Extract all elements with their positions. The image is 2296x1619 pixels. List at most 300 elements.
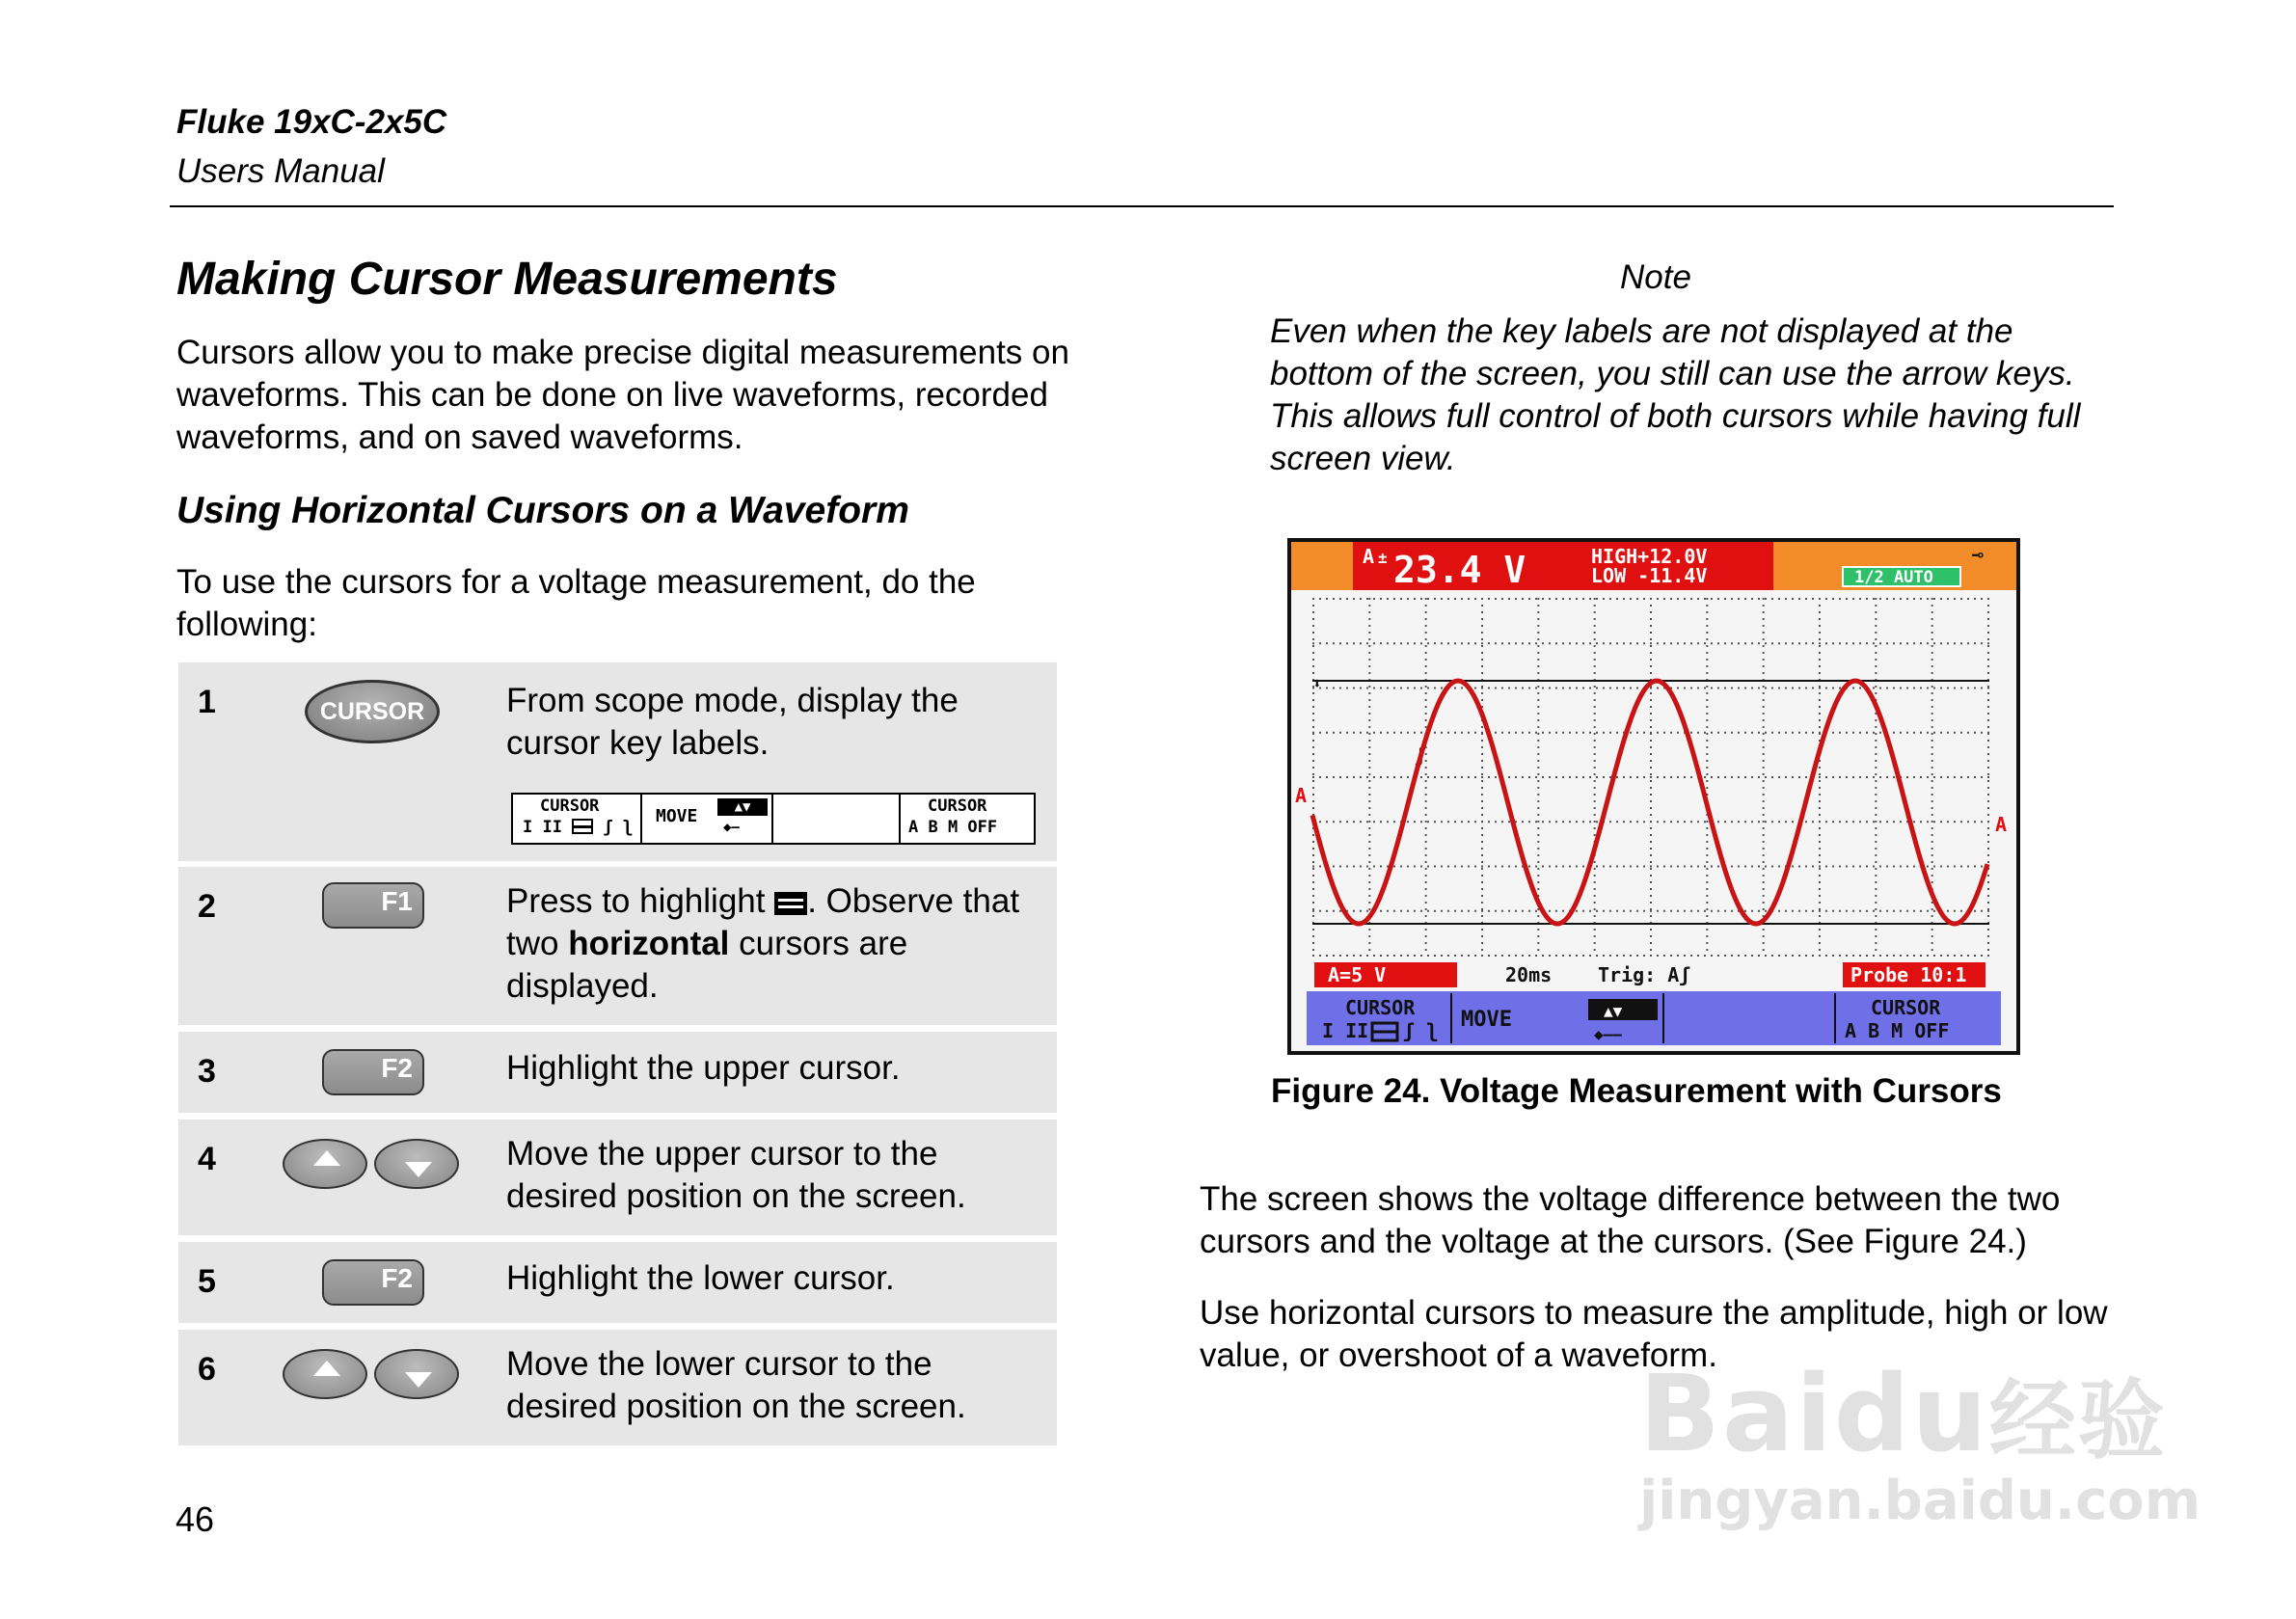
grid-dot (1974, 732, 1976, 734)
grid-dot (1594, 645, 1596, 647)
grid-dot (1744, 598, 1746, 600)
grid-dot (1805, 821, 1807, 823)
grid-dot (1576, 688, 1578, 689)
grid-dot (1819, 732, 1821, 734)
power-plug-icon: ⊸ (1972, 543, 1985, 566)
grid-dot (1670, 598, 1672, 600)
grid-dot (1326, 598, 1328, 600)
grid-dot (1508, 688, 1510, 689)
grid-dot (1684, 955, 1686, 957)
grid-dot (1650, 861, 1652, 863)
grid-dot (1987, 787, 1989, 789)
grid-dot (1663, 732, 1665, 734)
grid-dot (1987, 632, 1989, 634)
grid-dot (1636, 955, 1638, 957)
grid-dot (1425, 625, 1427, 627)
document-title: Fluke 19xC-2x5C (176, 103, 447, 141)
grid-dot (1468, 910, 1470, 912)
grid-dot (1724, 776, 1726, 778)
grid-dot (1555, 866, 1557, 868)
grid-dot (1636, 776, 1638, 778)
grid-dot (1594, 861, 1596, 863)
grid-dot (1875, 638, 1877, 640)
grid-dot (1974, 866, 1976, 868)
grid-dot (1366, 598, 1368, 600)
grid-dot (1582, 732, 1584, 734)
grid-dot (1987, 688, 1989, 689)
grid-dot (1819, 787, 1821, 789)
grid-dot (1425, 895, 1427, 897)
grid-dot (1927, 642, 1929, 644)
grid-dot (1387, 598, 1389, 600)
grid-dot (1400, 955, 1402, 957)
grid-dot (1643, 866, 1645, 868)
grid-dot (1873, 776, 1875, 778)
grid-dot (1474, 955, 1476, 957)
grid-dot (1706, 645, 1708, 647)
grid-dot (1360, 688, 1362, 689)
grid-dot (1819, 688, 1821, 689)
grid-dot (1393, 688, 1395, 689)
grid-dot (1481, 611, 1483, 613)
grid-dot (1603, 910, 1605, 912)
grid-dot (1594, 908, 1596, 910)
grid-dot (1933, 776, 1935, 778)
grid-dot (1555, 598, 1557, 600)
grid-dot (1825, 776, 1827, 778)
grid-dot (1537, 611, 1539, 613)
body-paragraph-2: Use horizontal cursors to measure the amplitude, high or low value, or overshoot of a waveform. (1200, 1294, 2108, 1374)
grid-dot (1594, 875, 1596, 877)
grid-dot (1819, 902, 1821, 904)
grid-dot (1594, 821, 1596, 823)
grid-dot (1508, 598, 1510, 600)
grid-dot (1987, 645, 1989, 647)
grid-dot (1893, 688, 1895, 689)
grid-dot (1508, 732, 1510, 734)
grid-dot (1987, 753, 1989, 755)
grid-dot (1576, 910, 1578, 912)
grid-dot (1805, 955, 1807, 957)
grid-dot (1987, 915, 1989, 917)
grid-dot (1528, 955, 1530, 957)
grid-dot (1616, 688, 1618, 689)
grid-dot (1690, 821, 1692, 823)
grid-dot (1368, 794, 1370, 796)
grid-dot (1468, 955, 1470, 957)
grid-dot (1927, 955, 1929, 957)
grid-dot (1488, 955, 1490, 957)
step-number: 2 (198, 888, 216, 925)
cursor-handle-icon: ⬍ (1312, 674, 1322, 692)
grid-dot (1495, 776, 1497, 778)
trigger-marker-icon: ʃ (1415, 743, 1427, 767)
grid-dot (1875, 895, 1877, 897)
step-text-a: Press to highlight (506, 882, 766, 920)
grid-dot (1785, 642, 1787, 644)
grid-dot (1360, 866, 1362, 868)
grid-dot (1594, 618, 1596, 620)
grid-dot (1528, 910, 1530, 912)
grid-dot (1481, 915, 1483, 917)
grid-dot (1711, 910, 1713, 912)
grid-dot (1717, 776, 1719, 778)
grid-dot (1697, 910, 1699, 912)
grid-dot (1738, 955, 1740, 957)
grid-dot (1454, 821, 1456, 823)
grid-dot (1368, 834, 1370, 836)
grid-dot (1819, 726, 1821, 728)
grid-dot (1537, 841, 1539, 843)
grid-dot (1368, 719, 1370, 721)
grid-dot (1481, 949, 1483, 951)
grid-dot (1987, 706, 1989, 708)
note-heading: Note (1620, 258, 1691, 296)
grid-dot (1368, 800, 1370, 802)
grid-dot (1751, 732, 1753, 734)
grid-dot (1537, 652, 1539, 654)
grid-dot (1987, 955, 1989, 957)
grid-dot (1771, 866, 1773, 868)
grid-dot (1859, 955, 1861, 957)
grid-dot (1650, 753, 1652, 755)
grid-dot (1373, 598, 1375, 600)
grid-dot (1832, 866, 1834, 868)
grid-dot (1549, 776, 1551, 778)
grid-dot (1812, 642, 1814, 644)
grid-dot (1576, 642, 1578, 644)
grid-dot (1711, 776, 1713, 778)
grid-dot (1974, 955, 1976, 957)
grid-dot (1481, 888, 1483, 890)
grid-dot (1931, 800, 1933, 802)
grid-dot (1481, 632, 1483, 634)
grid-dot (1368, 713, 1370, 715)
grid-dot (1537, 713, 1539, 715)
grid-dot (1650, 866, 1652, 868)
mode-label: 1/2 AUTO (1854, 568, 1933, 587)
grid-dot (1906, 776, 1908, 778)
grid-dot (1319, 732, 1321, 734)
grid-dot (1474, 776, 1476, 778)
grid-dot (1495, 866, 1497, 868)
grid-dot (1481, 908, 1483, 910)
grid-dot (1333, 776, 1335, 778)
grid-dot (1960, 642, 1962, 644)
grid-dot (1368, 895, 1370, 897)
grid-dot (1913, 866, 1915, 868)
step-number: 6 (198, 1351, 216, 1388)
grid-dot (1594, 740, 1596, 742)
grid-dot (1528, 688, 1530, 689)
grid-dot (1594, 827, 1596, 829)
grid-dot (1987, 895, 1989, 897)
grid-dot (1594, 652, 1596, 654)
grid-dot (1425, 875, 1427, 877)
grid-dot (1537, 800, 1539, 802)
grid-dot (1875, 949, 1877, 951)
grid-dot (1380, 642, 1382, 644)
grid-dot (1906, 955, 1908, 957)
grid-dot (1650, 827, 1652, 829)
grid-dot (1738, 866, 1740, 868)
grid-dot (1690, 776, 1692, 778)
grid-dot (1738, 732, 1740, 734)
grid-dot (1368, 935, 1370, 937)
grid-dot (1875, 800, 1877, 802)
grid-dot (1866, 598, 1868, 600)
grid-dot (1697, 688, 1699, 689)
grid-dot (1798, 955, 1800, 957)
grid-dot (1706, 935, 1708, 937)
grid-dot (1582, 688, 1584, 689)
grid-dot (1758, 910, 1760, 912)
grid-dot (1380, 866, 1382, 868)
grid-dot (1763, 746, 1765, 748)
grid-dot (1474, 866, 1476, 868)
grid-dot (1368, 740, 1370, 742)
grid-dot (1987, 719, 1989, 721)
grid-dot (1906, 910, 1908, 912)
grid-dot (1987, 929, 1989, 931)
grid-dot (1763, 638, 1765, 640)
grid-dot (1650, 787, 1652, 789)
grid-dot (1819, 672, 1821, 674)
grid-dot (1650, 794, 1652, 796)
grid-dot (1609, 955, 1611, 957)
grid-dot (1594, 935, 1596, 937)
grid-dot (1594, 834, 1596, 836)
grid-dot (1515, 776, 1517, 778)
grid-dot (1650, 659, 1652, 661)
grid-dot (1706, 713, 1708, 715)
keybar-right-label: CURSOR (928, 796, 987, 816)
grid-dot (1481, 861, 1483, 863)
grid-dot (1832, 688, 1834, 689)
grid-dot (1501, 642, 1503, 644)
grid-dot (1875, 821, 1877, 823)
grid-dot (1434, 642, 1436, 644)
grid-dot (1360, 821, 1362, 823)
grid-dot (1859, 866, 1861, 868)
grid-dot (1425, 787, 1427, 789)
grid-dot (1684, 642, 1686, 644)
grid-dot (1875, 625, 1877, 627)
grid-dot (1582, 821, 1584, 823)
grid-dot (1933, 955, 1935, 957)
grid-dot (1537, 692, 1539, 694)
grid-dot (1650, 814, 1652, 816)
grid-dot (1650, 780, 1652, 782)
grid-dot (1875, 686, 1877, 688)
grid-dot (1987, 875, 1989, 877)
grid-dot (1454, 955, 1456, 957)
grid-dot (1368, 598, 1370, 600)
reading-channel: A (1363, 545, 1375, 568)
grid-dot (1535, 776, 1537, 778)
grid-dot (1771, 642, 1773, 644)
grid-dot (1987, 827, 1989, 829)
grid-dot (1481, 688, 1483, 689)
grid-dot (1368, 726, 1370, 728)
grid-dot (1846, 642, 1848, 644)
grid-dot (1623, 821, 1625, 823)
grid-dot (1414, 688, 1416, 689)
grid-dot (1893, 642, 1895, 644)
grid-dot (1960, 866, 1962, 868)
grid-dot (1594, 672, 1596, 674)
grid-dot (1875, 787, 1877, 789)
grid-dot (1312, 841, 1314, 843)
grid-dot (1425, 713, 1427, 715)
grid-dot (1706, 942, 1708, 944)
grid-dot (1326, 732, 1328, 734)
grid-dot (1931, 605, 1933, 607)
grid-dot (1481, 841, 1483, 843)
grid-dot (1954, 598, 1956, 600)
grid-dot (1420, 955, 1422, 957)
grid-dot (1763, 706, 1765, 708)
grid-dot (1594, 665, 1596, 667)
grid-dot (1353, 642, 1355, 644)
grid-dot (1875, 611, 1877, 613)
grid-dot (1987, 780, 1989, 782)
grid-dot (1425, 780, 1427, 782)
grid-dot (1819, 776, 1821, 778)
grid-dot (1731, 688, 1733, 689)
grid-dot (1312, 760, 1314, 762)
grid-dot (1875, 719, 1877, 721)
grid-dot (1650, 645, 1652, 647)
grid-dot (1549, 642, 1551, 644)
grid-dot (1852, 910, 1854, 912)
grid-dot (1778, 642, 1780, 644)
grid-dot (1832, 821, 1834, 823)
grid-dot (1594, 760, 1596, 762)
grid-dot (1537, 605, 1539, 607)
grid-dot (1522, 821, 1524, 823)
grid-dot (1875, 908, 1877, 910)
grid-dot (1434, 821, 1436, 823)
grid-dot (1468, 776, 1470, 778)
grid-dot (1569, 642, 1571, 644)
grid-dot (1886, 776, 1888, 778)
grid-dot (1650, 598, 1652, 600)
grid-dot (1900, 688, 1902, 689)
grid-dot (1875, 942, 1877, 944)
grid-dot (1931, 706, 1933, 708)
grid-dot (1852, 642, 1854, 644)
grid-dot (1987, 642, 1989, 644)
grid-dot (1987, 625, 1989, 627)
grid-dot (1812, 955, 1814, 957)
grid-dot (1537, 686, 1539, 688)
grid-dot (1763, 699, 1765, 701)
grid-dot (1594, 598, 1596, 600)
grid-dot (1711, 688, 1713, 689)
grid-dot (1670, 821, 1672, 823)
grid-dot (1333, 866, 1335, 868)
grid-dot (1763, 908, 1765, 910)
cursor-key-labels (511, 793, 1036, 845)
grid-dot (1706, 740, 1708, 742)
grid-dot (1535, 598, 1537, 600)
grid-dot (1900, 821, 1902, 823)
grid-dot (1468, 642, 1470, 644)
grid-dot (1886, 642, 1888, 644)
grid-dot (1987, 888, 1989, 890)
grid-dot (1825, 598, 1827, 600)
grid-dot (1425, 726, 1427, 728)
grid-dot (1312, 895, 1314, 897)
grid-dot (1954, 732, 1956, 734)
grid-dot (1387, 776, 1389, 778)
grid-dot (1819, 598, 1821, 600)
grid-dot (1846, 866, 1848, 868)
grid-dot (1819, 642, 1821, 644)
grid-dot (1368, 848, 1370, 850)
grid-dot (1537, 598, 1539, 600)
grid-dot (1537, 834, 1539, 836)
grid-dot (1931, 686, 1933, 688)
grid-dot (1920, 776, 1922, 778)
grid-dot (1569, 776, 1571, 778)
grid-dot (1763, 814, 1765, 816)
grid-dot (1875, 861, 1877, 863)
step-text: Highlight the lower cursor. (506, 1259, 895, 1297)
grid-dot (1373, 776, 1375, 778)
grid-dot (1763, 625, 1765, 627)
grid-dot (1616, 955, 1618, 957)
grid-dot (1832, 910, 1834, 912)
grid-dot (1819, 834, 1821, 836)
grid-dot (1987, 807, 1989, 809)
grid-dot (1819, 773, 1821, 775)
grid-dot (1763, 733, 1765, 735)
grid-dot (1763, 672, 1765, 674)
grid-dot (1537, 760, 1539, 762)
grid-dot (1987, 699, 1989, 701)
grid-dot (1875, 875, 1877, 877)
grid-dot (1425, 598, 1427, 600)
grid-dot (1549, 866, 1551, 868)
grid-dot (1846, 598, 1848, 600)
grid-dot (1846, 821, 1848, 823)
grid-dot (1481, 760, 1483, 762)
step-row (178, 662, 1057, 861)
grid-dot (1368, 827, 1370, 829)
grid-dot (1542, 642, 1544, 644)
grid-dot (1596, 642, 1598, 644)
timebase: 20ms (1505, 963, 1553, 986)
grid-dot (1690, 910, 1692, 912)
grid-dot (1650, 942, 1652, 944)
grid-dot (1522, 776, 1524, 778)
grid-dot (1931, 908, 1933, 910)
grid-dot (1931, 780, 1933, 782)
grid-dot (1537, 821, 1539, 823)
grid-dot (1738, 642, 1740, 644)
grid-dot (1819, 625, 1821, 627)
grid-dot (1706, 665, 1708, 667)
grid-dot (1481, 618, 1483, 620)
grid-dot (1312, 642, 1314, 644)
grid-dot (1819, 827, 1821, 829)
grid-dot (1589, 955, 1591, 957)
grid-dot (1852, 598, 1854, 600)
grid-dot (1542, 688, 1544, 689)
grid-dot (1839, 821, 1841, 823)
